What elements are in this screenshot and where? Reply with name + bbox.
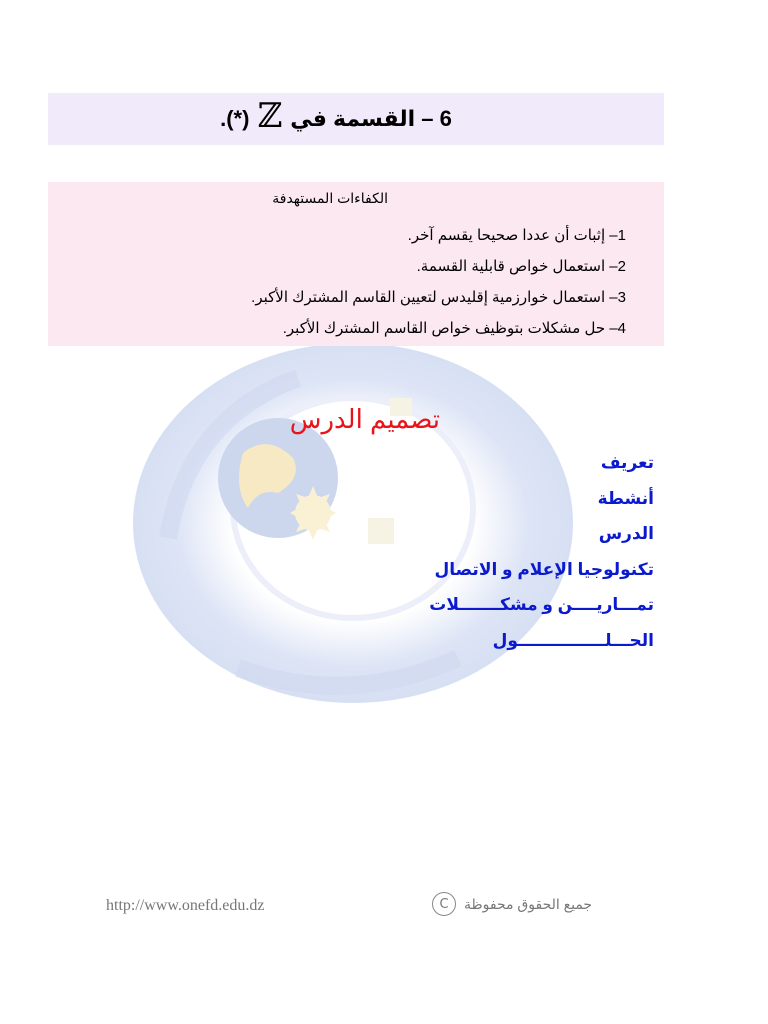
- competency-item: 2– استعمال خواص قابلية القسمة.: [416, 258, 626, 275]
- link-ict[interactable]: تكنولوجيا الإعلام و الاتصال: [434, 559, 654, 579]
- competency-item: 4– حل مشكلات بتوظيف خواص القاسم المشترك الأكبر.: [282, 320, 626, 337]
- lesson-nav-links: [429, 445, 654, 658]
- link-activities[interactable]: أنشطة: [597, 488, 654, 508]
- link-lesson[interactable]: الدرس: [598, 524, 654, 543]
- lesson-title-banner: [48, 93, 664, 145]
- link-solutions[interactable]: الحـــلـــــــــــــــول: [492, 630, 654, 650]
- lesson-design-title: تصميم الدرس: [289, 404, 440, 434]
- title-text: القسمة في: [290, 106, 416, 131]
- competencies-list: [251, 220, 626, 344]
- competency-item: 3– استعمال خوارزمية إقليدس لتعيين القاسم المشترك الأكبر.: [251, 289, 626, 306]
- competency-item: 1– إثبات أن عددا صحيحا يقسم آخر.: [407, 227, 626, 244]
- integers-symbol: ℤ: [257, 96, 283, 136]
- page-title: [48, 93, 664, 145]
- link-definition[interactable]: تعريف: [600, 453, 654, 472]
- title-dash: –: [421, 106, 434, 131]
- title-suffix: .(*): [220, 106, 250, 131]
- copyright-icon: C: [432, 892, 456, 916]
- lesson-number: 6: [439, 106, 452, 131]
- link-exercises[interactable]: تمـــاريــــن و مشكـــــــلات: [429, 595, 654, 614]
- competencies-box: [48, 182, 664, 346]
- competencies-heading: الكفاءات المستهدفة: [272, 190, 388, 206]
- copyright-notice: [432, 892, 592, 916]
- footer-url: http://www.onefd.edu.dz: [106, 897, 265, 914]
- copyright-text: جميع الحقوق محفوظة: [464, 895, 593, 912]
